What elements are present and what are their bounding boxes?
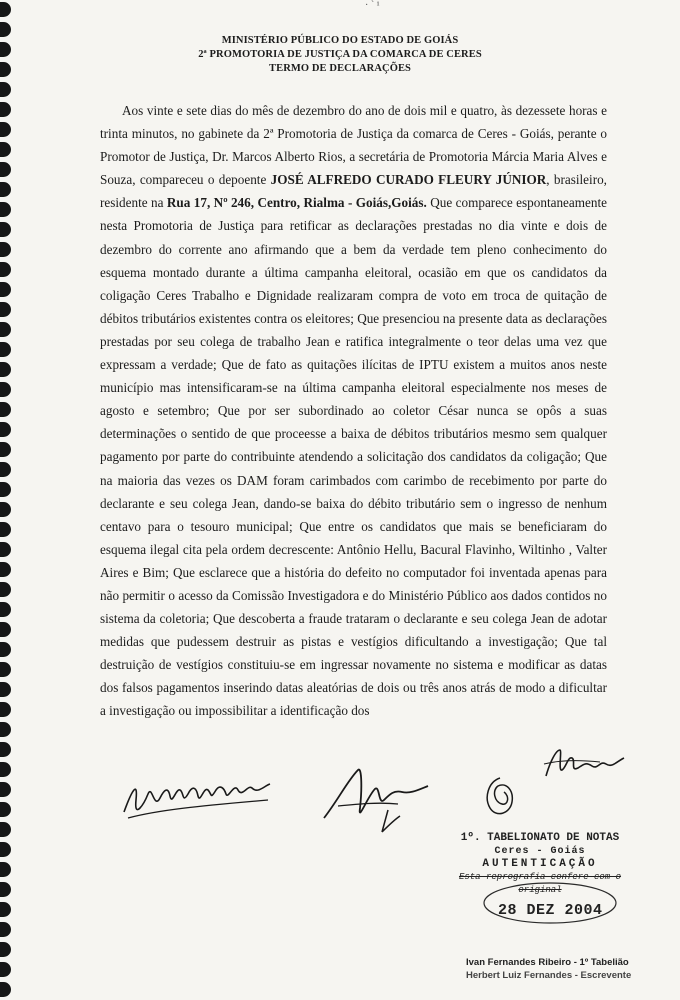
deponent-name: JOSÉ ALFREDO CURADO FLEURY JÚNIOR (270, 172, 547, 188)
clerk-name: Herbert Luiz Fernandes - Escrevente (466, 970, 632, 981)
signature-deponent (118, 760, 278, 830)
notary-footer (466, 956, 666, 982)
header-ministry: MINISTÉRIO PÚBLICO DO ESTADO DE GOIÁS (221, 35, 459, 46)
intro-text: Aos vinte e sete dias do mês de dezembro do ano de dois mil e quatro, às dezessete horas e trinta minutos, no gabinete da 2ª Promotoria de Justiça da comarca de Ceres - Goiás, perante o Promotor de Justiça, Dr. Marcos Alberto Rios, a secretária de Promotoria Márcia Maria Alves e Souza, compareceu o depoente (100, 103, 607, 188)
corner-marks: · ˋ ¹ (365, 0, 380, 11)
authentication-date: 28 DEZ 2004 (498, 902, 603, 919)
header-promotoria: 2ª PROMOTORIA DE JUSTIÇA DA COMARCA DE CERES (198, 49, 482, 60)
declaration-paragraph (100, 99, 607, 723)
nationality-text: , brasileiro, residente na (100, 172, 607, 211)
signature-promotor (318, 760, 438, 840)
signature-initials (540, 742, 630, 786)
notary-name: Ivan Fernandes Ribeiro - 1º Tabelião (466, 957, 629, 968)
stamp-city: Ceres - Goiás (494, 846, 586, 857)
spiral-binding (0, 0, 18, 1000)
document-header (100, 34, 580, 76)
header-title: TERMO DE DECLARAÇÕES (268, 63, 412, 74)
statement-text: Que comparece espontaneamente nesta Promotoria de Justiça para retificar as declarações prestadas no dia vinte e dois de dezembro do corrente ano afirmando que a bem da verdade tem pleno conhecimento do esquema montado durante a última campanha eleitoral, ocasião em que os candidatos da coligação Ceres Trabalho e Dignidade realizaram compra de voto em troca de quitação de débitos tributários existentes contra os eleitores; Que presenciou na presente data as declarações prestadas por seu colega de trabalho Jean e ratifica integralmente o teor delas uma vez que expressam a verdade; Que de fato as quitações ilícitas de IPTU existem a muitos anos neste município mas intensificaram-se na última campanha eleitoral especialmente nos meses de agosto e setembro; Que por ser subordinado ao coletor César nunca se opôs a suas determinações o sentido de que proceesse a baixa de débitos tributários mesmo sem qualquer pagamento por parte do contribuinte atendendo a solicitação dos candidatos da coligação; Que na maioria das vezes os DAM foram carimbados com carimbo de recebimento por parte do declarante e seu colega Jean, dando-se baixa do débito tributário sem o ingresso de nenhum centavo para o tesouro municipal; Que entre os candidatos que mais se beneficiaram do esquema ilegal cita pela ordem decrescente: Antônio Hellu, Bacural Flavinho, Wiltinho , Valter Aires e Bim; Que esclarece que a história do defeito no computador foi inventada apenas para não permitir o acesso da Comissão Investigadora e do Ministério Público aos dados contidos no sistema da coletoria; Que descoberta a fraude trataram o declarante e seu colega Jean de adotar medidas que pudessem destruir as pistas e vestígios dificultando a investigação; Que tal destruição de vestígios constituiu-se em ingressar novamente no sistema e modificar as datas dos falsos pagamentos inserindo datas aleatórias de dois ou três anos atrás de modo a dificultar a investigação ou impossibilitar a identificação dos (100, 195, 607, 719)
stamp-copy-note: Esta reprografia confere com o original (458, 872, 622, 895)
signature-secretary (476, 772, 526, 822)
deponent-address: Rua 17, Nº 246, Centro, Rialma - Goiás,Goiás. (166, 195, 427, 211)
declaration-body (100, 99, 607, 723)
stamp-office: 1º. TABELIONATO DE NOTAS (460, 832, 620, 844)
stamp-authentication: AUTENTICAÇÃO (482, 858, 598, 870)
